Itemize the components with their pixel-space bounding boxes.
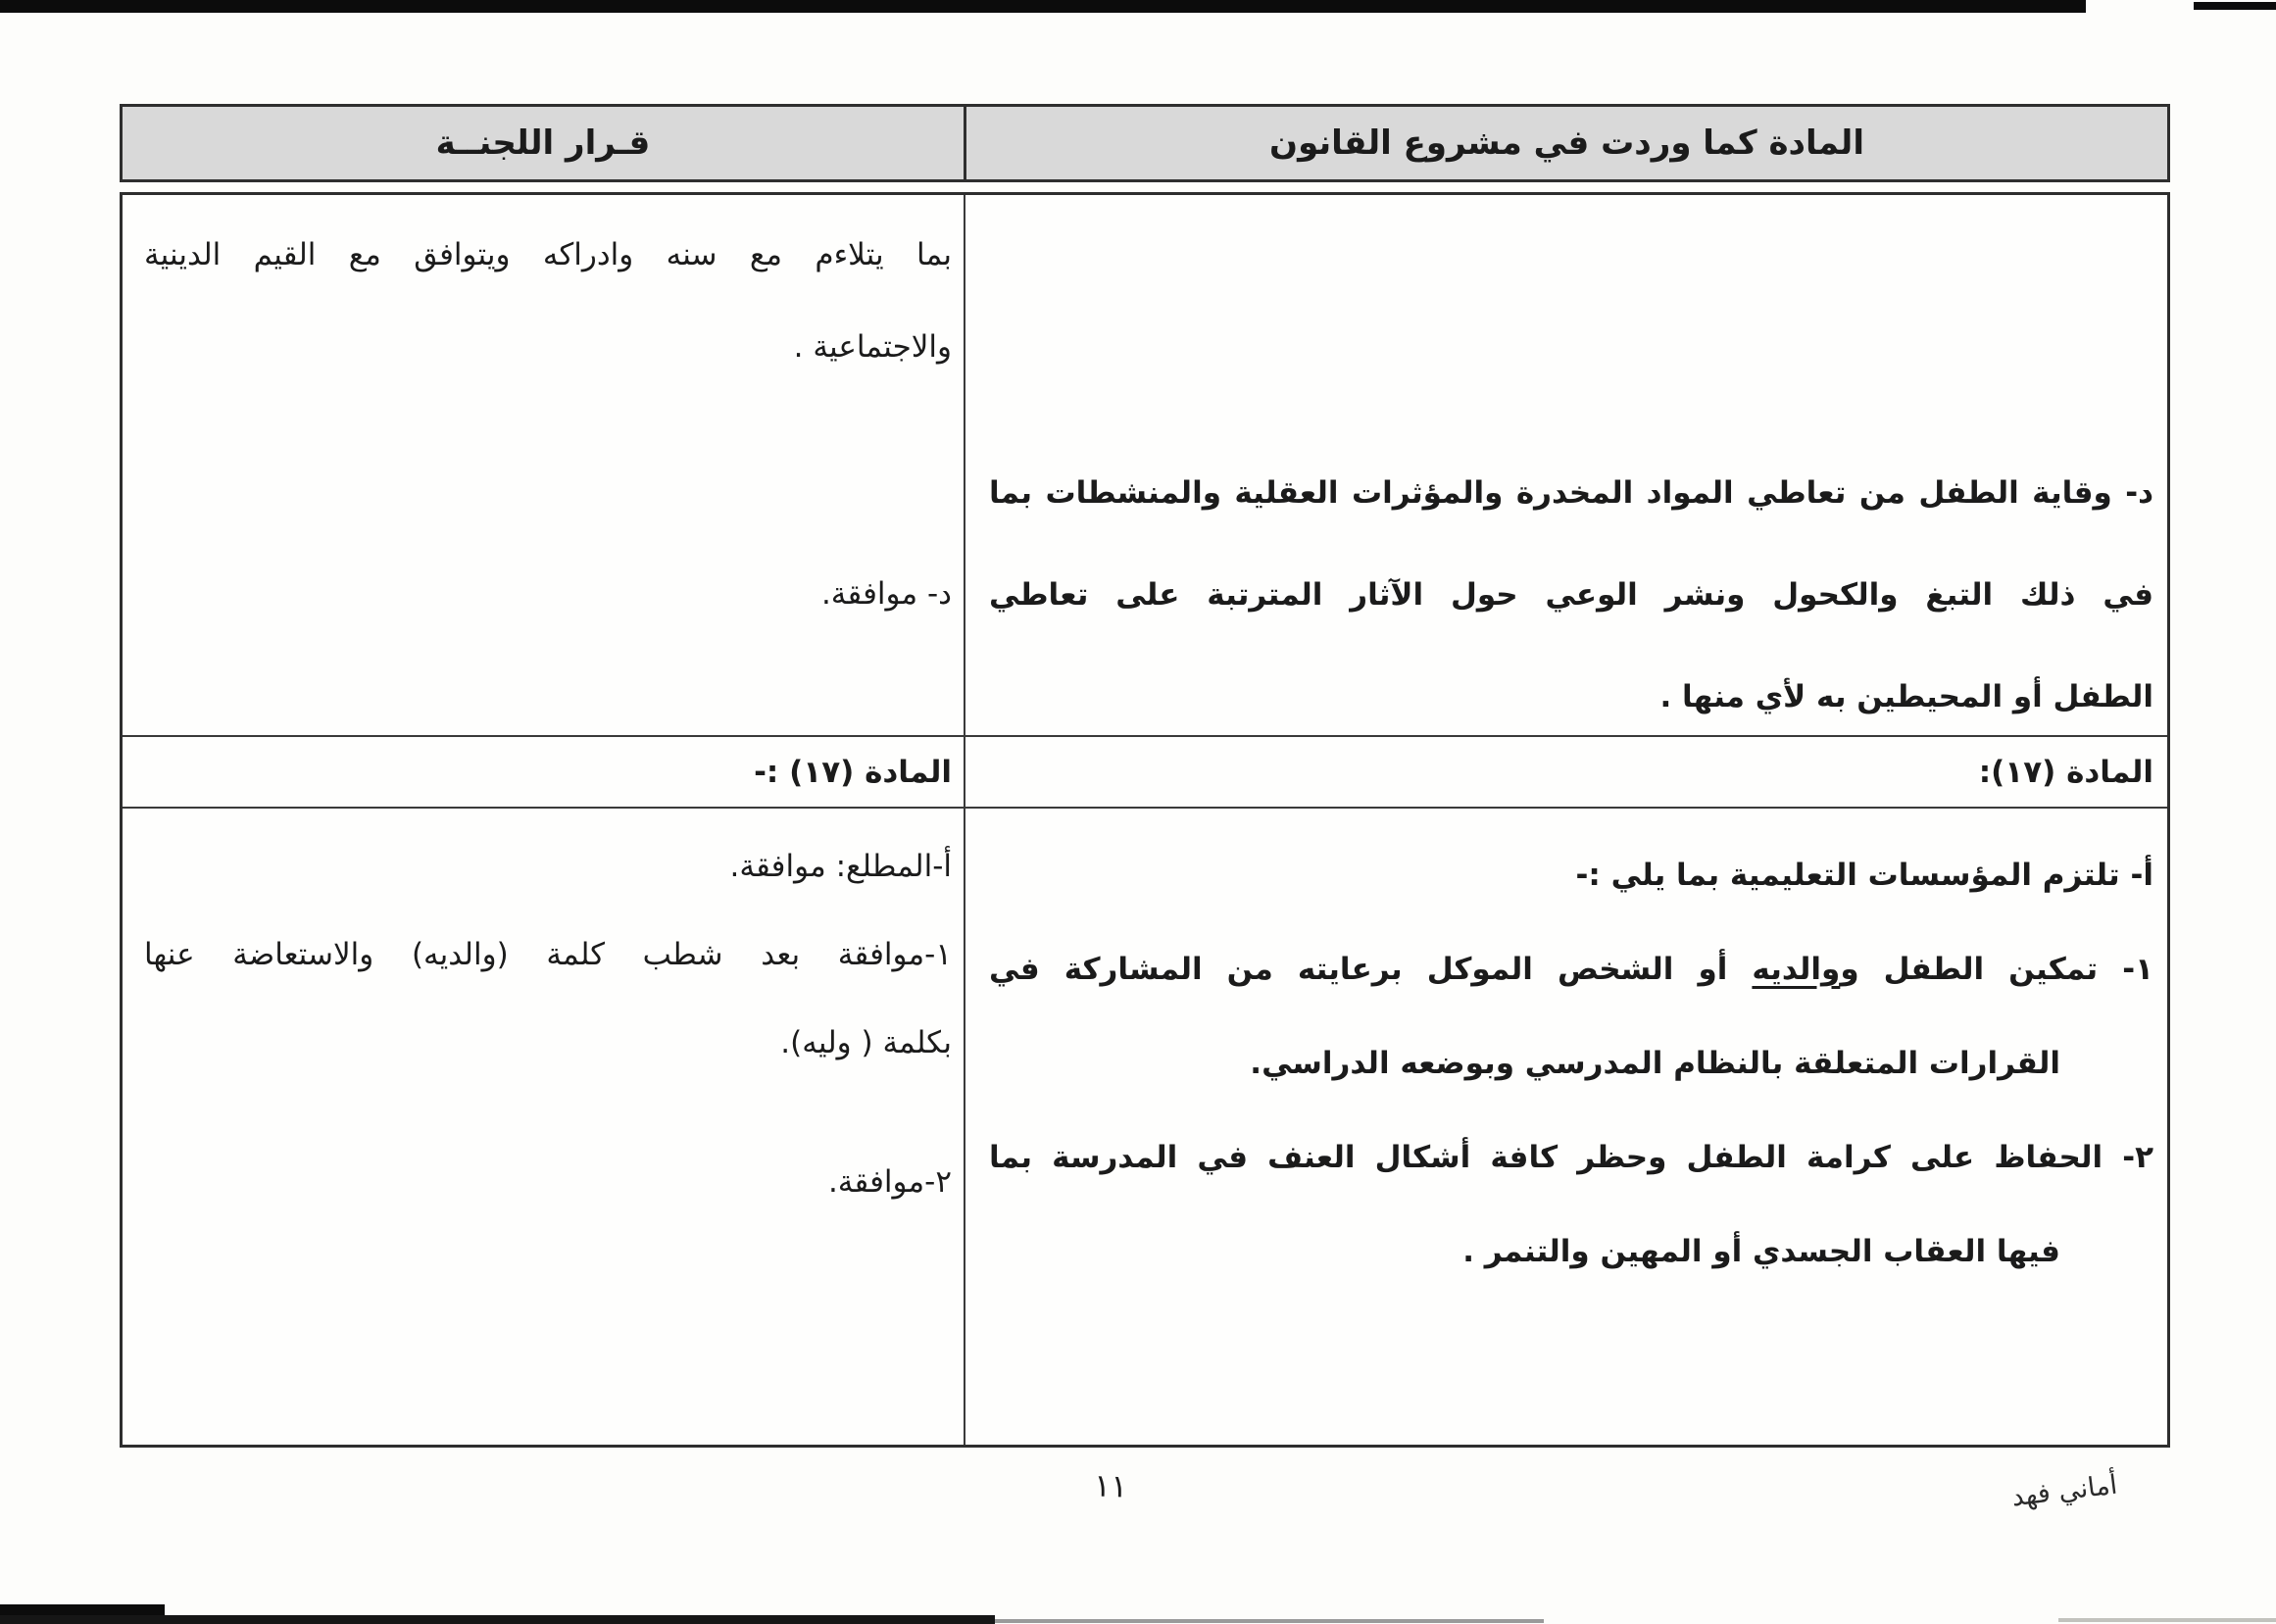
article-line: الطفل أو المحيطين به لأي منها . (1659, 679, 2153, 714)
decision-column-title: قـرار اللجنــة (435, 123, 651, 163)
scan-artifact-top (0, 0, 2086, 13)
scan-artifact-top-right (2194, 2, 2276, 10)
scan-artifact-bottom-faint (995, 1619, 1544, 1623)
comparison-table-body (120, 192, 2170, 1448)
article-item1-pre: ١- تمكين الطفل و (1840, 952, 2153, 987)
decision-intro-line: أ-المطلع: موافقة. (729, 849, 952, 884)
header-cell-article (964, 107, 2167, 179)
comparison-table-header (120, 104, 2170, 182)
article-line: د- وقاية الطفل من تعاطي المواد المخدرة والمؤثرات العقلية والمنشطات بما (989, 475, 2153, 511)
row1-decision-cell (123, 195, 964, 737)
row3-decision-cell (123, 809, 964, 1445)
decision-item1-continuation: بكلمة ( وليه). (780, 1025, 952, 1060)
row2-decision-cell (123, 737, 964, 809)
blank-space (989, 195, 2153, 442)
article-intro-line: أ- تلتزم المؤسسات التعليمية بما يلي :- (1575, 858, 2153, 893)
row2-article-cell (964, 737, 2167, 809)
article-item2-line: ٢- الحفاظ على كرامة الطفل وحظر كافة أشكال العنف في المدرسة بما (989, 1140, 2153, 1175)
scan-artifact-bottom-thin (0, 1615, 995, 1624)
decision-line: بما يتلاءم مع سنه وادراكه ويتوافق مع القيم الدينية (144, 237, 952, 272)
article-17-heading: المادة (١٧): (1978, 754, 2153, 790)
decision-17-heading: المادة (١٧) :- (754, 754, 952, 790)
article-item1-continuation: القرارات المتعلقة بالنظام المدرسي وبوضعه الدراسي. (1250, 1046, 2060, 1081)
underlined-word: والديه (1752, 952, 1841, 987)
reviewer-signature: أماني فهد (2009, 1469, 2119, 1513)
decision-item2-line: ٢-موافقة. (827, 1164, 952, 1200)
article-line: في ذلك التبغ والكحول ونشر الوعي حول الآثار المترتبة على تعاطي (989, 577, 2153, 613)
header-cell-decision (123, 107, 964, 179)
article-item1-post: أو الشخص الموكل برعايته من المشاركة في (989, 952, 1753, 987)
decision-item1-line: ١-موافقة بعد شطب كلمة (والديه) والاستعاضة عنها (144, 937, 952, 972)
page-number: ١١ (1093, 1466, 1129, 1505)
decision-approval-line: د- موافقة. (820, 576, 952, 612)
row3-article-cell (964, 809, 2167, 1445)
article-column-title: المادة كما وردت في مشروع القانون (1269, 123, 1864, 163)
article-item2-continuation: فيها العقاب الجسدي أو المهين والتنمر . (1462, 1234, 2060, 1269)
decision-line: والاجتماعية . (793, 329, 952, 365)
row1-article-cell (964, 195, 2167, 737)
scan-artifact-bottom-right-faint (2058, 1618, 2276, 1622)
article-item1-line (989, 922, 2153, 1016)
